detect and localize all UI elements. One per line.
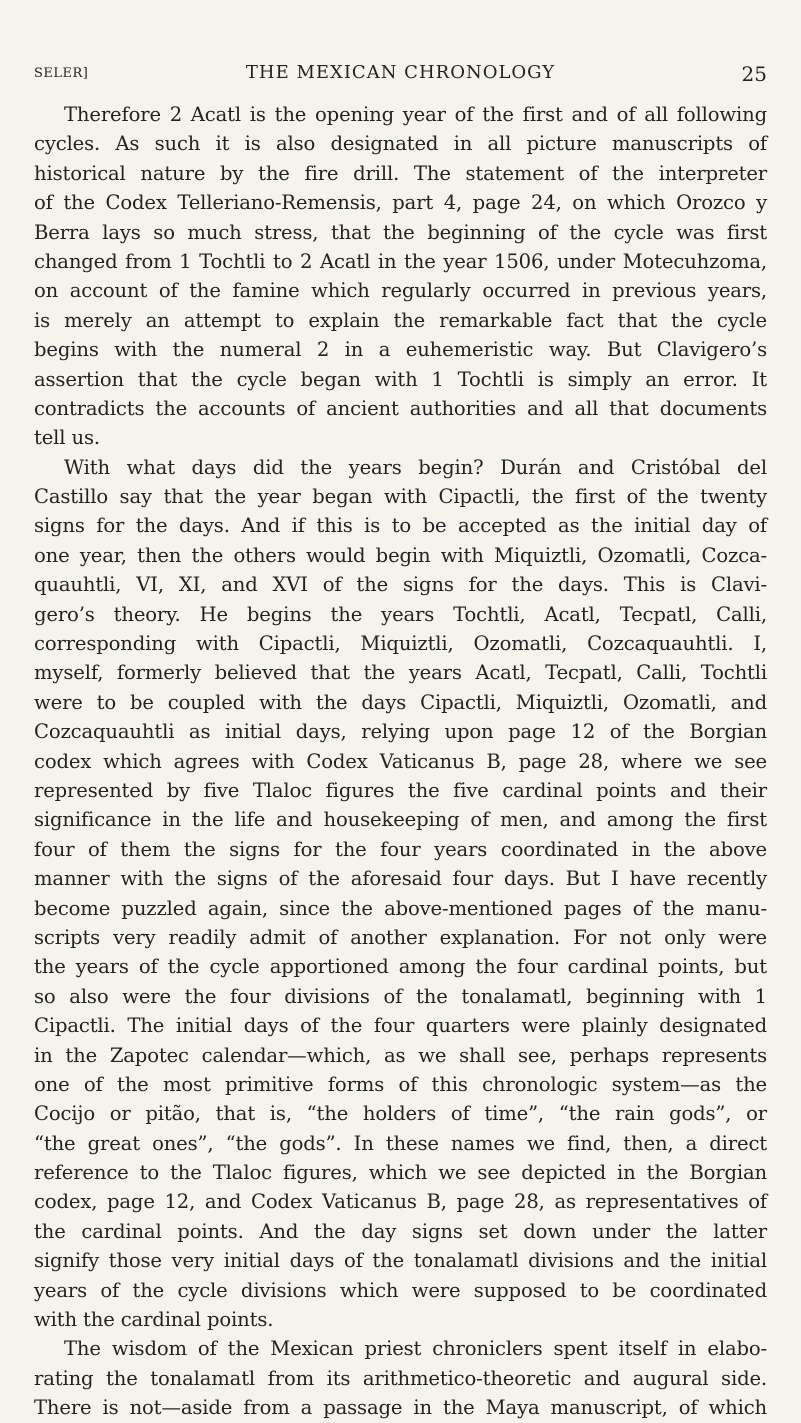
text-line: Cocijo or pitão, that is, “the holders of time”, “the rain gods”, or bbox=[34, 1102, 767, 1126]
text-line: The wisdom of the Mexican priest chroniclers spent itself in elabo- bbox=[64, 1337, 767, 1361]
text-line: There is not—aside from a passage in the Maya manuscript, of which bbox=[34, 1396, 767, 1420]
text-line: myself, formerly believed that the years Acatl, Tecpatl, Calli, Tochtli bbox=[34, 661, 767, 685]
text-line: in the Zapotec calendar—which, as we shall see, perhaps represents bbox=[34, 1043, 767, 1067]
text-line: is merely an attempt to explain the remarkable fact that the cycle bbox=[34, 308, 767, 332]
text-line: one year, then the others would begin with Miquiztli, Ozomatli, Cozca- bbox=[34, 543, 767, 567]
text-line: represented by five Tlaloc figures the five cardinal points and their bbox=[34, 778, 767, 802]
text-line: Castillo say that the year began with Cipactli, the first of the twenty bbox=[34, 485, 767, 509]
text-line: “the great ones”, “the gods”. In these names we find, then, a direct bbox=[34, 1131, 767, 1155]
running-author: SELER] bbox=[34, 66, 89, 81]
text-line: historical nature by the fire drill. The statement of the interpreter bbox=[34, 161, 767, 185]
text-line: assertion that the cycle began with 1 Tochtli is simply an error. It bbox=[34, 367, 767, 391]
text-line: codex which agrees with Codex Vaticanus B, page 28, where we see bbox=[34, 749, 767, 773]
text-line: manner with the signs of the aforesaid four days. But I have recently bbox=[34, 867, 767, 891]
text-line: Cozcaquauhtli as initial days, relying upon page 12 of the Borgian bbox=[34, 720, 767, 744]
text-line: Therefore 2 Acatl is the opening year of the first and of all following bbox=[64, 103, 767, 126]
text-line: with the cardinal points. bbox=[34, 1308, 274, 1332]
running-header bbox=[34, 62, 767, 92]
running-title: THE MEXICAN CHRONOLOGY bbox=[245, 62, 556, 83]
page-number: 25 bbox=[741, 62, 767, 86]
text-line: begins with the numeral 2 in a euhemeristic way. But Clavigero’s bbox=[34, 338, 767, 362]
text-line: contradicts the accounts of ancient authorities and all that documents bbox=[34, 396, 767, 420]
text-line: so also were the four divisions of the tonalamatl, beginning with 1 bbox=[34, 984, 767, 1008]
text-line: reference to the Tlaloc figures, which we see depicted in the Borgian bbox=[34, 1161, 767, 1185]
text-line: years of the cycle divisions which were supposed to be coordinated bbox=[34, 1278, 767, 1302]
text-line: four of them the signs for the four years coordinated in the above bbox=[34, 837, 767, 861]
text-line: of the Codex Telleriano-Remensis, part 4, page 24, on which Orozco y bbox=[34, 191, 767, 215]
text-line: cycles. As such it is also designated in all picture manuscripts of bbox=[34, 132, 767, 156]
body-text bbox=[34, 100, 767, 1423]
text-line: Berra lays so much stress, that the beginning of the cycle was first bbox=[34, 220, 767, 244]
text-line: gero’s theory. He begins the years Tochtli, Acatl, Tecpatl, Calli, bbox=[34, 602, 767, 626]
text-line: significance in the life and housekeeping of men, and among the first bbox=[34, 808, 767, 832]
text-line: corresponding with Cipactli, Miquiztli, Ozomatli, Cozcaquauhtli. I, bbox=[34, 632, 767, 656]
text-line: were to be coupled with the days Cipactli, Miquiztli, Ozomatli, and bbox=[34, 690, 767, 714]
text-line: tell us. bbox=[34, 426, 100, 450]
text-line: Cipactli. The initial days of the four quarters were plainly designated bbox=[34, 1014, 767, 1038]
text-line: quauhtli, VI, XI, and XVI of the signs for the days. This is Clavi- bbox=[34, 573, 767, 597]
text-line: rating the tonalamatl from its arithmetico-theoretic and augural side. bbox=[34, 1366, 767, 1390]
text-line: become puzzled again, since the above-mentioned pages of the manu- bbox=[34, 896, 767, 920]
text-line: on account of the famine which regularly occurred in previous years, bbox=[34, 279, 767, 303]
text-line: the years of the cycle apportioned among the four cardinal points, but bbox=[34, 955, 767, 979]
text-line: the cardinal points. And the day signs set down under the latter bbox=[34, 1219, 767, 1243]
text-line: codex, page 12, and Codex Vaticanus B, page 28, as representatives of bbox=[34, 1190, 767, 1214]
text-line: With what days did the years begin? Durán and Cristóbal del bbox=[64, 455, 767, 479]
text-line: signify those very initial days of the tonalamatl divisions and the initial bbox=[34, 1249, 767, 1273]
text-line: scripts very readily admit of another explanation. For not only were bbox=[34, 925, 767, 949]
text-line: one of the most primitive forms of this chronologic system—as the bbox=[34, 1072, 767, 1096]
text-line: changed from 1 Tochtli to 2 Acatl in the year 1506, under Motecuhzoma, bbox=[34, 249, 767, 273]
text-line: signs for the days. And if this is to be accepted as the initial day of bbox=[34, 514, 767, 538]
